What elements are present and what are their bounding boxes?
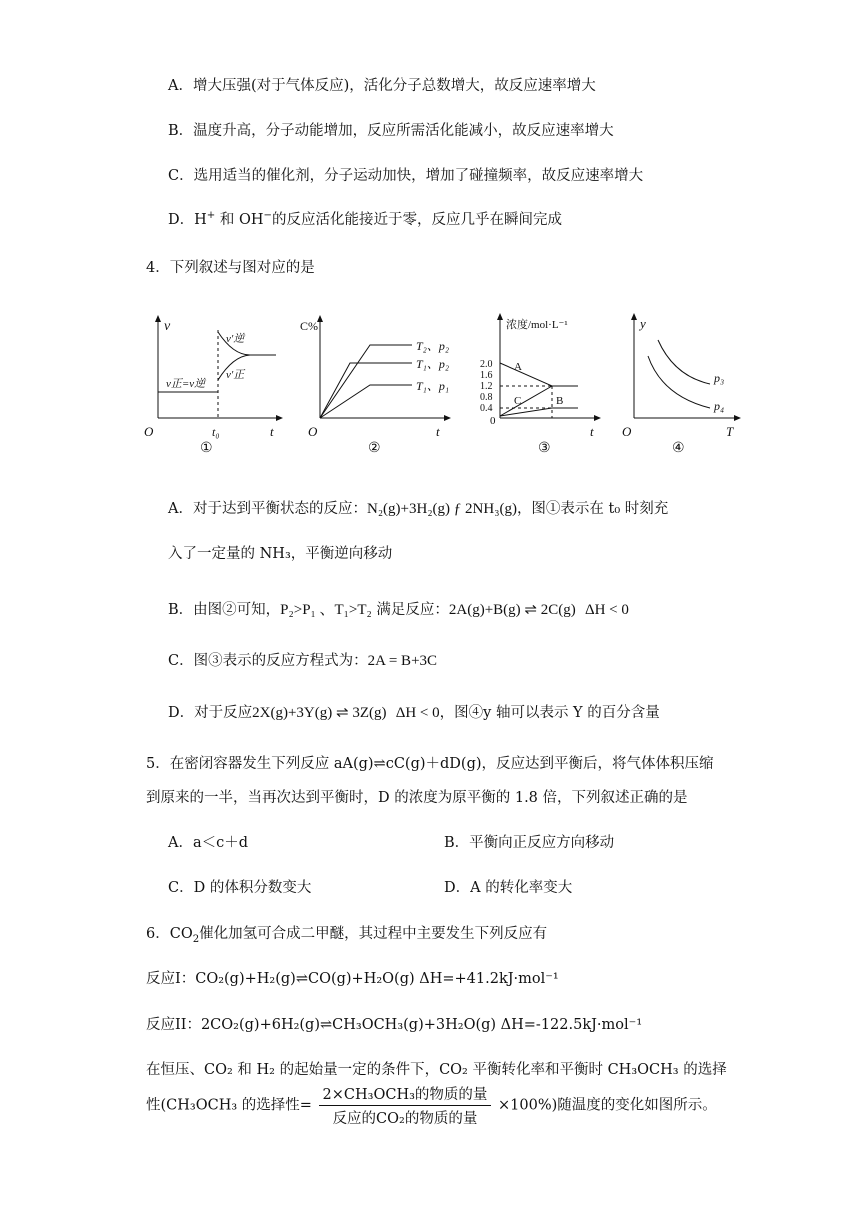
fig3-label-c: C [514, 395, 522, 407]
q6-paragraph-line1: 在恒压、CO₂ 和 H₂ 的起始量一定的条件下，CO₂ 平衡转化率和平衡时 CH₃OCH₃ 的选择 [146, 1062, 727, 1078]
fig1-eq-label: v正=v逆 [166, 378, 206, 390]
q4-stem: 4．下列叙述与图对应的是 [146, 260, 315, 276]
fig4-origin: O [622, 424, 632, 439]
q4-option-b: B．由图②可知，P₂>P₁ 、T₁>T₂ 满足反应：2A(g)+B(g) ⇌ 2C(g) ΔH < 0 [168, 602, 629, 618]
q4-option-c: C．图③表示的反应方程式为：2A = B+3C [168, 653, 438, 669]
fig4-x-label: T [726, 424, 734, 439]
q3-option-b: B．温度升高，分子动能增加，反应所需活化能减小，故反应速率增大 [168, 123, 614, 139]
q4-option-a-line1: A．对于达到平衡状态的反应：N₂(g)+3H₂(g) ƒ 2NH₃(g)，图①表示在 t₀ 时刻充 [168, 501, 669, 517]
figure-4 [618, 310, 748, 460]
q4-option-a-line2: 入了一定量的 NH₃，平衡逆向移动 [168, 546, 393, 562]
fig4-caption: ④ [672, 440, 685, 456]
fig3-caption: ③ [538, 440, 551, 456]
figure-3 [474, 310, 604, 460]
figure-1 [138, 310, 288, 460]
fig1-x-label: t [270, 424, 274, 439]
fig2-curve1: T₂、p₂ [416, 339, 450, 353]
fig1-origin: O [144, 424, 154, 439]
fig3-label-b: B [556, 395, 564, 407]
q5-stem-line1: 5．在密闭容器发生下列反应 aA(g)⇌cC(g)＋dD(g)，反应达到平衡后，将气体体积压缩 [146, 756, 714, 772]
q5-stem-line2: 到原来的一半，当再次达到平衡时，D 的浓度为原平衡的 1.8 倍，下列叙述正确的是 [146, 790, 688, 806]
fig2-caption: ② [368, 440, 381, 456]
q6-reaction-1: 反应I：CO₂(g)+H₂(g)⇌CO(g)+H₂O(g) ΔH=+41.2kJ·mol⁻¹ [146, 971, 559, 987]
q5-option-d: D．A 的转化率变大 [444, 880, 573, 896]
fig3-origin: 0 [490, 415, 496, 427]
q4-option-d: D．对于反应2X(g)+3Y(g) ⇌ 3Z(g) ΔH < 0，图④y 轴可以表示 Y 的百分含量 [168, 705, 660, 721]
fig2-x-label: t [436, 424, 440, 439]
fig3-y-label: 浓度/mol·L⁻¹ [506, 319, 568, 331]
fig3-label-a: A [514, 361, 522, 373]
fig4-y-label: y [640, 316, 646, 331]
fig3-tick: 2.0 [480, 359, 493, 370]
fig2-y-label: C% [300, 319, 318, 333]
fig3-x-label: t [590, 424, 594, 439]
fig3-tick: 1.2 [480, 381, 493, 392]
fig2-origin: O [308, 424, 318, 439]
fig1-vr-label: v′逆 [226, 333, 245, 345]
q5-option-b: B．平衡向正反应方向移动 [444, 835, 615, 851]
fig1-t0: t₀ [212, 425, 220, 439]
fig1-y-label: v [164, 319, 171, 334]
fig1-caption: ① [200, 440, 213, 456]
q5-option-c: C．D 的体积分数变大 [168, 880, 312, 896]
fig1-vf-label: v′正 [226, 369, 245, 381]
fig4-curve2: p₄ [714, 399, 725, 413]
fig3-tick: 1.6 [480, 370, 493, 381]
selectivity-fraction: $\frac{\text{2×CH₃OCH₃的物质的量}}{\text{反应的CO₂的物质的量}}$ [319, 1083, 492, 1128]
q3-option-d: D．H+ 和 OH−的反应活化能接近于零，反应几乎在瞬间完成 [168, 210, 563, 228]
fig3-tick: 0.4 [480, 403, 493, 414]
fig2-curve2: T₁、p₂ [416, 357, 450, 371]
q6-paragraph-line2: 性(CH₃OCH₃ 的选择性= $\frac{\text{2×CH₃OCH₃的物质的量}}{\text{反应的CO₂的物质的量}}$ ×100%)随温度的变化如图所示。 [146, 1083, 717, 1128]
figure-2 [300, 310, 460, 460]
q6-stem: 6．$CO_2$催化加氢可合成二甲醚，其过程中主要发生下列反应有 [146, 926, 548, 945]
q3-option-c: C．选用适当的催化剂，分子运动加快，增加了碰撞频率，故反应速率增大 [168, 168, 644, 184]
q5-option-a: A．a＜c＋d [168, 835, 249, 851]
fig3-tick: 0.8 [480, 392, 493, 403]
q3-option-a: A．增大压强(对于气体反应)，活化分子总数增大，故反应速率增大 [168, 78, 596, 94]
fig4-curve1: p₃ [714, 371, 725, 385]
q6-reaction-2: 反应II：2CO₂(g)+6H₂(g)⇌CH₃OCH₃(g)+3H₂O(g) ΔH=-122.5kJ·mol⁻¹ [146, 1017, 643, 1033]
fig2-curve3: T₁、p₁ [416, 379, 450, 393]
